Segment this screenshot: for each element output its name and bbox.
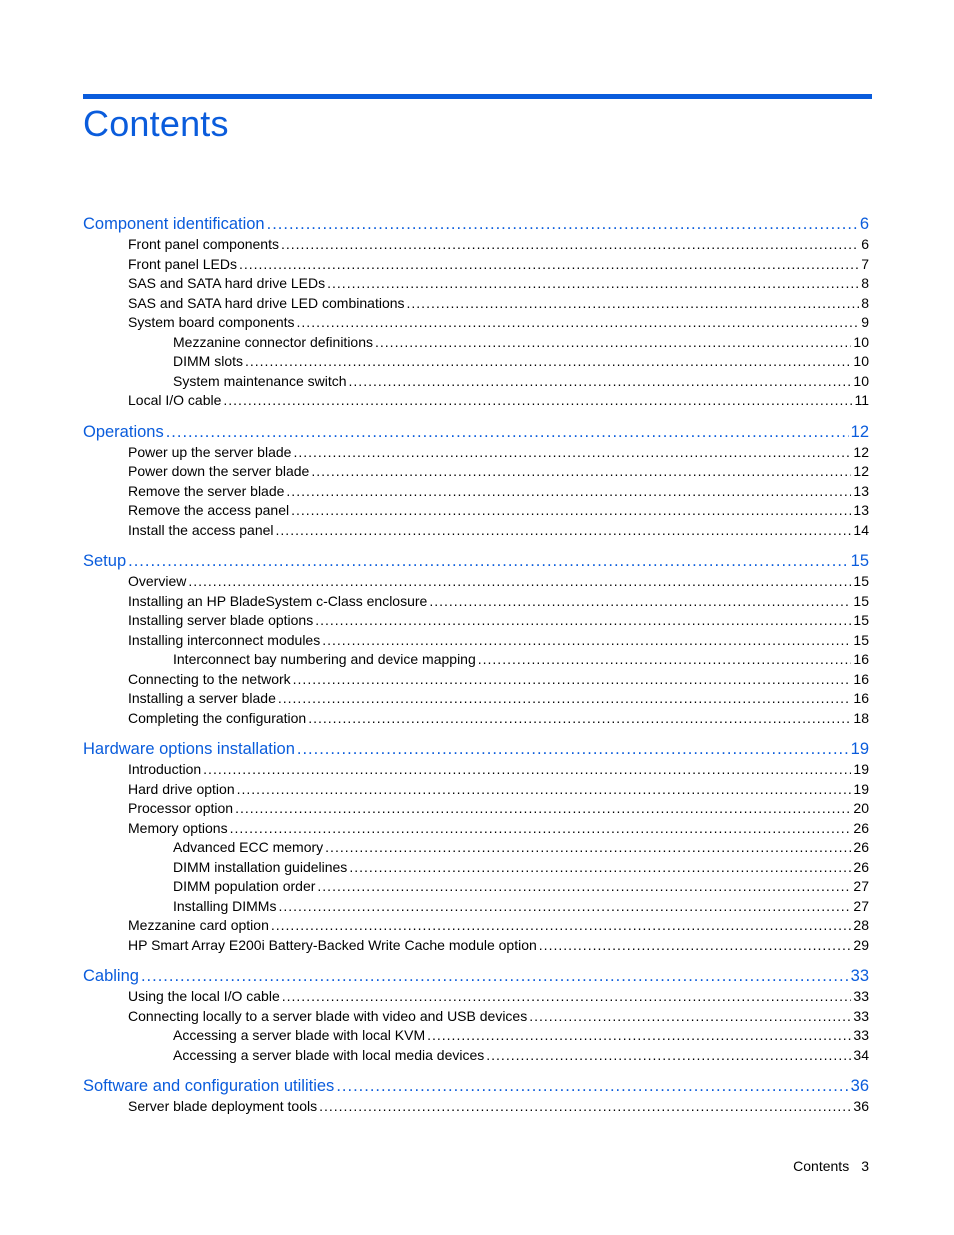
- toc-entry-page: 10: [853, 353, 869, 369]
- toc-entry-title: Server blade deployment tools: [128, 1098, 318, 1114]
- toc-entry-page: 6: [861, 236, 869, 252]
- toc-dot-leader: [267, 214, 858, 235]
- toc-dot-leader: [203, 760, 851, 780]
- toc-section-entry[interactable]: [83, 255, 869, 275]
- toc-section-entry[interactable]: [83, 391, 869, 411]
- toc-section-entry[interactable]: [83, 1026, 869, 1046]
- toc-dot-leader: [308, 709, 851, 729]
- toc-dot-leader: [317, 877, 851, 897]
- toc-entry-title: Connecting to the network: [128, 670, 291, 687]
- toc-section-entry[interactable]: [83, 482, 869, 502]
- toc-entry-page: 20: [853, 800, 869, 816]
- toc-section-entry[interactable]: [83, 611, 869, 631]
- page-title: Contents: [83, 103, 229, 144]
- toc-entry-page: 33: [853, 1007, 869, 1024]
- toc-chapter-entry[interactable]: [83, 739, 869, 760]
- toc-dot-leader: [286, 482, 851, 502]
- toc-section-entry[interactable]: [83, 936, 869, 956]
- toc-entry-page: 26: [853, 858, 869, 875]
- toc-dot-leader: [239, 255, 859, 275]
- toc-entry-page: 12: [850, 422, 869, 441]
- toc-entry-title: Operations: [83, 422, 164, 441]
- toc-entry-title: Using the local I/O cable: [128, 988, 280, 1004]
- toc-entry-title: Memory options: [128, 819, 228, 836]
- toc-entry-title: Local I/O cable: [128, 392, 222, 408]
- toc-entry-title: Advanced ECC memory: [173, 839, 324, 855]
- toc-entry-page: 10: [853, 333, 869, 350]
- toc-dot-leader: [188, 572, 851, 592]
- toc-entry-page: 27: [853, 878, 869, 894]
- page-footer: [781, 1158, 869, 1174]
- table-of-contents: [83, 214, 869, 1117]
- toc-dot-leader: [427, 1026, 851, 1046]
- toc-entry-page: 33: [853, 1027, 869, 1043]
- toc-section-entry[interactable]: [83, 1046, 869, 1066]
- toc-entry-title: DIMM installation guidelines: [173, 858, 348, 875]
- toc-section-entry[interactable]: [83, 916, 869, 936]
- toc-entry-title: SAS and SATA hard drive LED combinations: [128, 294, 405, 311]
- toc-entry-title: Cabling: [83, 967, 139, 985]
- toc-dot-leader: [271, 916, 852, 936]
- toc-dot-leader: [237, 780, 852, 800]
- toc-dot-leader: [315, 611, 851, 631]
- toc-section-entry[interactable]: [83, 333, 869, 353]
- toc-dot-leader: [375, 333, 851, 353]
- toc-entry-title: Completing the configuration: [128, 709, 307, 726]
- toc-entry-page: 15: [853, 612, 869, 628]
- toc-entry-page: 9: [861, 314, 869, 330]
- toc-dot-leader: [311, 462, 851, 482]
- toc-section-entry[interactable]: [83, 987, 869, 1007]
- toc-dot-leader: [325, 838, 851, 858]
- toc-section-entry[interactable]: [83, 650, 869, 670]
- toc-entry-page: 26: [853, 839, 869, 855]
- toc-entry-title: Installing interconnect modules: [128, 631, 321, 648]
- toc-entry-title: Software and configuration utilities: [83, 1077, 335, 1095]
- toc-section-entry[interactable]: [83, 799, 869, 819]
- toc-dot-leader: [293, 443, 851, 463]
- toc-entry-title: Connecting locally to a server blade with video and USB devices: [128, 1007, 528, 1024]
- toc-section-entry[interactable]: [83, 897, 869, 917]
- toc-entry-page: 18: [853, 709, 869, 726]
- toc-dot-leader: [486, 1046, 851, 1066]
- toc-dot-leader: [319, 1097, 851, 1117]
- toc-entry-page: 16: [853, 690, 869, 706]
- toc-entry-page: 12: [853, 443, 869, 460]
- toc-section-entry[interactable]: [83, 592, 869, 612]
- toc-entry-page: 26: [853, 819, 869, 836]
- toc-section-entry[interactable]: [83, 235, 869, 255]
- footer-page-number: 3: [861, 1158, 869, 1174]
- toc-entry-page: 15: [850, 552, 869, 570]
- toc-entry-page: 6: [859, 215, 869, 233]
- toc-entry-page: 19: [850, 740, 869, 758]
- toc-entry-title: Setup: [83, 552, 127, 570]
- toc-entry-page: 29: [853, 936, 869, 953]
- toc-dot-leader: [166, 422, 849, 443]
- toc-entry-title: Installing DIMMs: [173, 897, 277, 914]
- toc-entry-title: Introduction: [128, 761, 202, 777]
- toc-entry-page: 12: [853, 463, 869, 479]
- toc-entry-page: 15: [853, 573, 869, 589]
- toc-section-entry[interactable]: [83, 689, 869, 709]
- toc-entry-title: Accessing a server blade with local KVM: [173, 1027, 426, 1043]
- toc-entry-page: 33: [853, 988, 869, 1004]
- toc-dot-leader: [297, 313, 860, 333]
- toc-entry-title: Installing server blade options: [128, 612, 314, 628]
- toc-dot-leader: [349, 858, 851, 878]
- toc-section-entry[interactable]: [83, 572, 869, 592]
- toc-entry-page: 8: [861, 275, 869, 291]
- toc-section-entry[interactable]: [83, 780, 869, 800]
- toc-entry-title: Front panel LEDs: [128, 255, 237, 272]
- toc-entry-page: 19: [853, 761, 869, 777]
- toc-section-entry[interactable]: [83, 274, 869, 294]
- toc-section-entry[interactable]: [83, 372, 869, 392]
- toc-dot-leader: [278, 897, 851, 917]
- toc-entry-title: Power down the server blade: [128, 463, 310, 479]
- toc-chapter-entry[interactable]: [83, 551, 869, 572]
- toc-entry-title: Interconnect bay numbering and device mapping: [173, 651, 476, 667]
- toc-dot-leader: [223, 391, 852, 411]
- toc-section-entry[interactable]: [83, 760, 869, 780]
- toc-entry-title: Power up the server blade: [128, 443, 292, 460]
- toc-entry-title: SAS and SATA hard drive LEDs: [128, 275, 326, 291]
- toc-dot-leader: [327, 274, 859, 294]
- toc-dot-leader: [529, 1007, 851, 1027]
- toc-chapter-entry[interactable]: [83, 422, 869, 443]
- toc-section-entry[interactable]: [83, 313, 869, 333]
- title-rule: [83, 94, 872, 99]
- toc-entry-page: 28: [853, 917, 869, 933]
- toc-entry-title: Hardware options installation: [83, 740, 295, 758]
- toc-dot-leader: [281, 235, 859, 255]
- toc-entry-page: 16: [853, 651, 869, 667]
- toc-entry-page: 15: [853, 592, 869, 609]
- toc-entry-page: 36: [850, 1077, 869, 1095]
- toc-dot-leader: [322, 631, 851, 651]
- toc-entry-page: 10: [853, 372, 869, 389]
- toc-chapter-entry[interactable]: [83, 966, 869, 987]
- toc-entry-title: Component identification: [83, 215, 265, 233]
- toc-entry-page: 36: [853, 1098, 869, 1114]
- toc-dot-leader: [245, 352, 851, 372]
- toc-dot-leader: [128, 551, 849, 572]
- toc-entry-title: Remove the access panel: [128, 502, 290, 518]
- toc-section-entry[interactable]: [83, 521, 869, 541]
- toc-dot-leader: [278, 689, 852, 709]
- toc-entry-page: 27: [853, 897, 869, 914]
- toc-entry-title: Installing a server blade: [128, 690, 276, 706]
- toc-entry-title: System board components: [128, 314, 295, 330]
- toc-dot-leader: [235, 799, 851, 819]
- toc-dot-leader: [429, 592, 851, 612]
- toc-dot-leader: [297, 739, 849, 760]
- toc-entry-page: 11: [854, 392, 869, 408]
- toc-entry-page: 16: [853, 670, 869, 687]
- toc-entry-page: 13: [853, 482, 869, 499]
- toc-section-entry[interactable]: [83, 352, 869, 372]
- toc-dot-leader: [336, 1076, 848, 1097]
- toc-dot-leader: [230, 819, 852, 839]
- toc-section-entry[interactable]: [83, 1007, 869, 1027]
- toc-entry-title: Install the access panel: [128, 521, 274, 538]
- toc-section-entry[interactable]: [83, 462, 869, 482]
- toc-entry-title: Overview: [128, 573, 187, 589]
- toc-entry-title: Remove the server blade: [128, 482, 285, 499]
- toc-chapter-entry[interactable]: [83, 1076, 869, 1097]
- toc-chapter-entry[interactable]: [83, 214, 869, 235]
- toc-entry-title: Front panel components: [128, 236, 279, 252]
- toc-dot-leader: [276, 521, 852, 541]
- toc-entry-title: DIMM population order: [173, 878, 316, 894]
- toc-dot-leader: [282, 987, 852, 1007]
- toc-entry-title: Mezzanine card option: [128, 917, 269, 933]
- toc-entry-page: 33: [850, 967, 869, 985]
- toc-entry-page: 7: [861, 255, 869, 272]
- footer-label: Contents: [793, 1158, 850, 1174]
- toc-section-entry[interactable]: [83, 294, 869, 314]
- toc-section-entry[interactable]: [83, 631, 869, 651]
- toc-entry-title: Installing an HP BladeSystem c-Class enclosure: [128, 592, 428, 609]
- toc-dot-leader: [539, 936, 852, 956]
- toc-entry-page: 15: [853, 631, 869, 648]
- toc-section-entry[interactable]: [83, 709, 869, 729]
- toc-entry-title: DIMM slots: [173, 353, 243, 369]
- toc-entry-page: 19: [853, 780, 869, 797]
- toc-entry-page: 8: [861, 294, 869, 311]
- toc-dot-leader: [407, 294, 860, 314]
- toc-dot-leader: [293, 670, 852, 690]
- toc-section-entry[interactable]: [83, 819, 869, 839]
- toc-entry-title: Processor option: [128, 800, 234, 816]
- toc-dot-leader: [141, 966, 849, 987]
- toc-entry-title: Accessing a server blade with local media devices: [173, 1046, 485, 1063]
- toc-entry-title: HP Smart Array E200i Battery-Backed Write Cache module option: [128, 936, 537, 953]
- toc-section-entry[interactable]: [83, 443, 869, 463]
- toc-section-entry[interactable]: [83, 838, 869, 858]
- toc-section-entry[interactable]: [83, 877, 869, 897]
- toc-entry-title: Hard drive option: [128, 780, 235, 797]
- toc-dot-leader: [291, 501, 851, 521]
- toc-entry-title: System maintenance switch: [173, 372, 347, 389]
- toc-entry-title: Mezzanine connector definitions: [173, 333, 374, 350]
- toc-entry-page: 14: [853, 521, 869, 538]
- toc-dot-leader: [349, 372, 852, 392]
- toc-section-entry[interactable]: [83, 858, 869, 878]
- toc-entry-page: 13: [853, 502, 869, 518]
- toc-section-entry[interactable]: [83, 670, 869, 690]
- toc-section-entry[interactable]: [83, 501, 869, 521]
- toc-dot-leader: [478, 650, 852, 670]
- toc-entry-page: 34: [853, 1046, 869, 1063]
- toc-section-entry[interactable]: [83, 1097, 869, 1117]
